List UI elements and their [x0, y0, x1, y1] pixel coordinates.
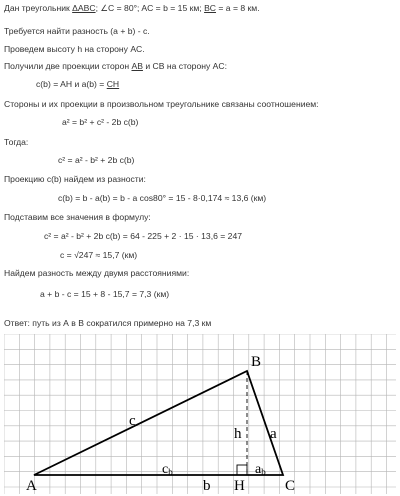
projection-intro: Проекцию c(b) найдем из разности:	[4, 174, 146, 184]
projection-cb-label: cb	[162, 462, 173, 477]
difference-formula: a + b - c = 15 + 8 - 15,7 = 7,3 (км)	[40, 289, 170, 299]
side-b-label: b	[203, 478, 211, 494]
answer-line: Ответ: путь из А в В сократился примерно на 7,3 км	[4, 318, 212, 328]
side-a-label: a	[270, 426, 277, 442]
vertex-c-label: C	[285, 478, 296, 494]
relation-formula: a² = b² + c² - 2b c(b)	[62, 117, 139, 127]
substitution-formula: c² = a² - b² + 2b c(b) = 64 - 225 + 2 · 15 · 13,6 = 247	[44, 231, 243, 241]
projections-intro: Получили две проекции сторон AB и CB на сторону AC:	[4, 61, 227, 71]
c-squared-formula: c² = a² - b² + 2b c(b)	[58, 155, 135, 165]
substitute-intro: Подставим все значения в формулу:	[4, 212, 151, 222]
task-line: Требуется найти разность (a + b) - c.	[4, 26, 150, 36]
triangle-figure	[4, 334, 396, 494]
difference-intro: Найдем разность между двумя расстояниями:	[4, 268, 190, 278]
relation-intro: Стороны и их проекции в произвольном треугольнике связаны соотношением:	[4, 99, 319, 109]
grid	[4, 334, 396, 494]
altitude-line: Проведем высоту h на сторону AC.	[4, 44, 145, 54]
triangle-diagram	[4, 334, 396, 494]
height-h-label: h	[234, 426, 242, 442]
right-angle-mark	[237, 465, 247, 475]
foot-h-label: H	[234, 478, 245, 494]
side-c-label: c	[129, 413, 136, 429]
vertex-b-label: B	[251, 354, 262, 370]
triangle-abc	[34, 371, 283, 475]
vertex-a-label: A	[26, 478, 37, 494]
projection-formula: c(b) = b - a(b) = b - a cos80° = 15 - 8·0,174 ≈ 13,6 (км)	[58, 193, 267, 203]
c-value-formula: c = √247 ≈ 15,7 (км)	[60, 250, 138, 260]
problem-statement: Дан треугольник ΔABC; ∠C = 80°; AC = b = 15 км; BC = a = 8 км.	[4, 3, 260, 13]
projection-ab-label: ab	[255, 462, 266, 477]
then-label: Тогда:	[4, 137, 29, 147]
projections-formula: c(b) = AH и a(b) = CH	[36, 79, 120, 89]
